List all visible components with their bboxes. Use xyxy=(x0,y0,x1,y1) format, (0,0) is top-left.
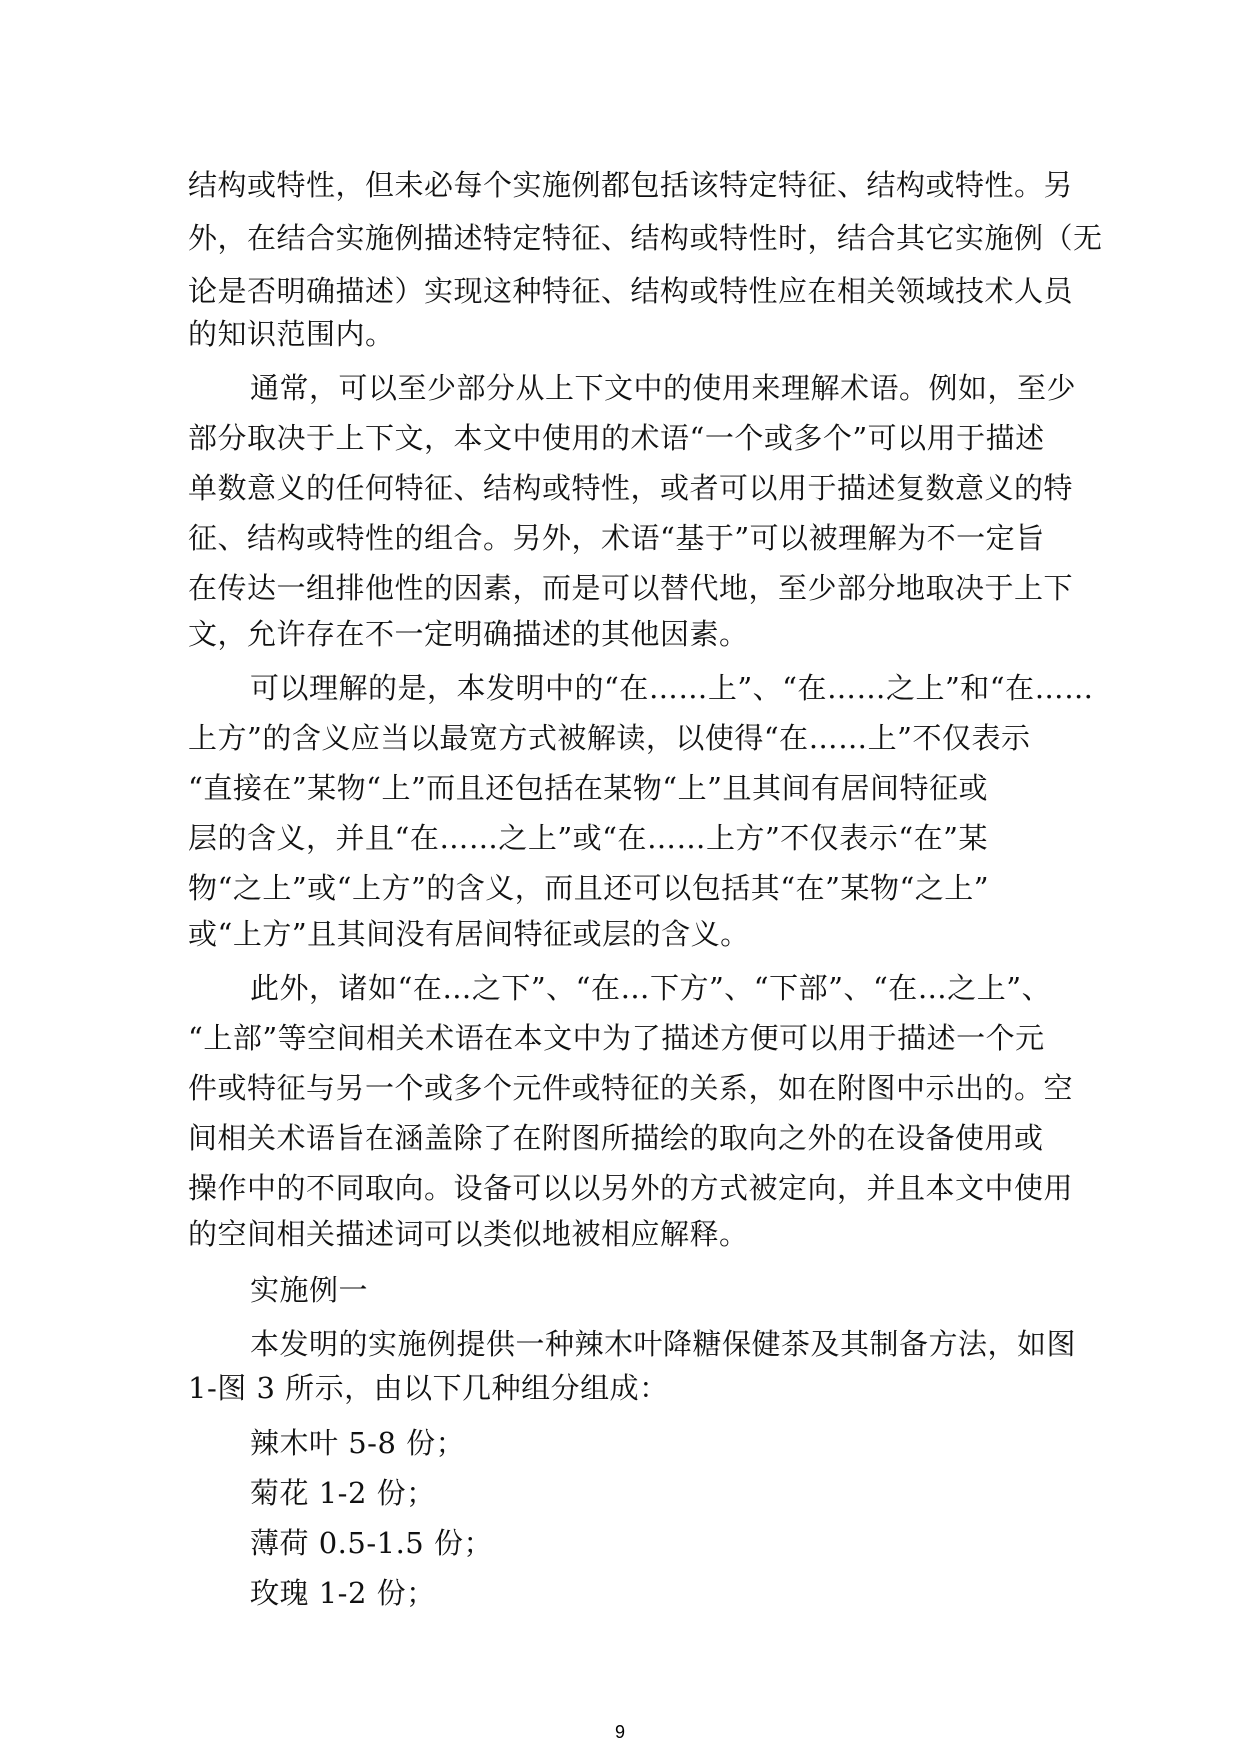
paragraph-line: 操作中的不同取向。设备可以以另外的方式被定向，并且本文中使用 xyxy=(188,1171,1074,1205)
paragraph-line: “上部”等空间相关术语在本文中为了描述方便可以用于描述一个元 xyxy=(188,1021,1045,1055)
paragraph-line: 上方”的含义应当以最宽方式被解读，以使得“在……上”不仅表示 xyxy=(188,721,1031,755)
paragraph-line: 物“之上”或“上方”的含义，而且还可以包括其“在”某物“之上” xyxy=(188,871,990,905)
paragraph-line: 结构或特性，但未必每个实施例都包括该特定特征、结构或特性。另 xyxy=(188,168,1074,202)
ingredient-line: 辣木叶 5-8 份； xyxy=(250,1426,466,1460)
paragraph-line: 在传达一组排他性的因素，而是可以替代地，至少部分地取决于上下 xyxy=(188,571,1074,605)
paragraph-line: 部分取决于上下文，本文中使用的术语“一个或多个”可以用于描述 xyxy=(188,421,1045,455)
paragraph-line: 件或特征与另一个或多个元件或特征的关系，如在附图中示出的。空 xyxy=(188,1071,1074,1105)
paragraph-line: 单数意义的任何特征、结构或特性，或者可以用于描述复数意义的特 xyxy=(188,471,1074,505)
paragraph-line: 本发明的实施例提供一种辣木叶降糖保健茶及其制备方法，如图 xyxy=(250,1327,1077,1361)
paragraph-line: 或“上方”且其间没有居间特征或层的含义。 xyxy=(188,917,750,951)
section-heading: 实施例一 xyxy=(250,1273,369,1307)
paragraph-line: 的空间相关描述词可以类似地被相应解释。 xyxy=(188,1217,749,1251)
paragraph-line: 此外，诸如“在…之下”、“在…下方”、“下部”、“在…之上”、 xyxy=(250,971,1052,1005)
paragraph-line: 间相关术语旨在涵盖除了在附图所描绘的取向之外的在设备使用或 xyxy=(188,1121,1044,1155)
ingredient-line: 薄荷 0.5-1.5 份； xyxy=(250,1526,493,1560)
paragraph-line: 文，允许存在不一定明确描述的其他因素。 xyxy=(188,617,749,651)
page-number: 9 xyxy=(614,1722,625,1742)
paragraph-line: 征、结构或特性的组合。另外，术语“基于”可以被理解为不一定旨 xyxy=(188,521,1045,555)
paragraph-line: 外，在结合实施例描述特定特征、结构或特性时，结合其它实施例（无 xyxy=(188,221,1103,255)
paragraph-line: 通常，可以至少部分从上下文中的使用来理解术语。例如，至少 xyxy=(250,371,1077,405)
paragraph-line: 1-图 3 所示，由以下几种组分组成： xyxy=(188,1371,669,1405)
paragraph-line: 可以理解的是，本发明中的“在……上”、“在……之上”和“在…… xyxy=(250,671,1094,705)
ingredient-line: 菊花 1-2 份； xyxy=(250,1476,436,1510)
ingredient-line: 玫瑰 1-2 份； xyxy=(250,1576,436,1610)
paragraph-line: 层的含义，并且“在……之上”或“在……上方”不仅表示“在”某 xyxy=(188,821,988,855)
paragraph-line: “直接在”某物“上”而且还包括在某物“上”且其间有居间特征或 xyxy=(188,771,988,805)
paragraph-line: 论是否明确描述）实现这种特征、结构或特性应在相关领域技术人员 xyxy=(188,274,1074,308)
paragraph-line: 的知识范围内。 xyxy=(188,317,395,351)
